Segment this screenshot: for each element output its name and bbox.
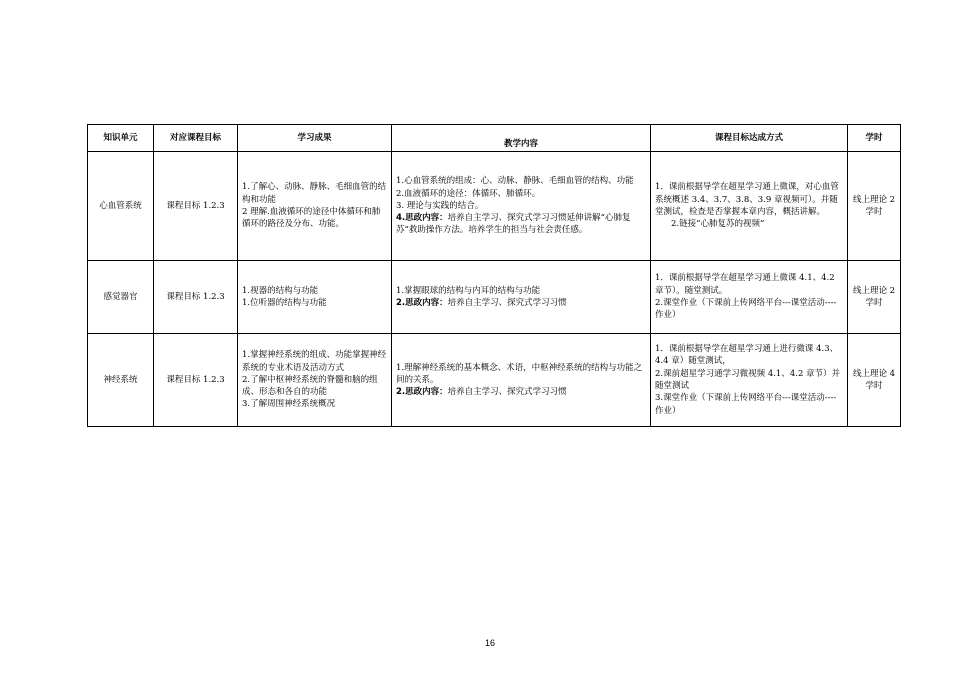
content-line: 3. 理论与实践的结合。 — [396, 200, 484, 211]
cell-content — [392, 334, 651, 427]
content-ideology-line — [396, 212, 646, 237]
ideology-label: 2.思政内容： — [396, 387, 448, 398]
table-row — [88, 152, 901, 261]
outcome-line: 1.了解心、动脉、静脉、毛细血管的结构和功能 — [242, 182, 387, 205]
cell-content — [392, 152, 651, 261]
header-hours: 学时 — [848, 125, 901, 152]
header-outcomes: 学习成果 — [238, 125, 392, 152]
cell-goal: 课程目标 1.2.3 — [154, 152, 238, 261]
header-method: 课程目标达成方式 — [651, 125, 848, 152]
method-line: 2.课前超星学习通学习微视频 4.1、4.2 章节）并随堂测试 — [655, 368, 841, 391]
content-line: 1.掌握眼球的结构与内耳的结构与功能 — [396, 285, 541, 296]
method-line: 2.链接“心肺复苏的视频” — [671, 219, 765, 230]
method-line: 3.课堂作业（下课前上传网络平台---课堂活动----作业） — [655, 393, 837, 416]
ideology-text: 培养自主学习、探究式学习习惯延伸讲解“心肺复苏”救助操作方法。培养学生的担当与社会责任感。 — [396, 213, 631, 236]
outcome-line: 1.位听器的结构与功能 — [242, 298, 327, 308]
outcome-line: 3.了解周围神经系统概况 — [242, 399, 336, 410]
cell-unit: 感觉器官 — [88, 261, 154, 334]
method-line: 1．课前根据导学在超星学习通上微课 4.1、4.2 章节）。随堂测试。 — [655, 273, 835, 296]
outcome-line: 1.视器的结构与功能 — [242, 285, 319, 296]
cell-method — [651, 152, 848, 261]
content-ideology-line — [396, 297, 646, 309]
outcome-line: 2 理解.血液循环的途径中体循环和肺循环的路径及分布、功能。 — [242, 207, 381, 230]
method-line: 1．课前根据导学在超星学习通上微课，对心血管系统概述 3.4、3.7、3.8、3.9 章视频可）。并随堂测试，检查是否掌握本章内容，概括讲解。 — [655, 182, 839, 217]
cell-hours: 线上理论 4 学时 — [848, 334, 901, 427]
content-line: 1.理解神经系统的基本概念、术语，中枢神经系统的结构与功能之间的关系。 — [396, 362, 643, 385]
ideology-text: 培养自主学习、探究式学习习惯 — [447, 298, 567, 308]
ideology-label: 4.思政内容： — [396, 213, 448, 224]
content-line: 1.心血管系统的组成：心、动脉、静脉、毛细血管的结构、功能 — [396, 176, 634, 187]
method-line: 2.课堂作业（下课前上传网络平台---课堂活动----作业） — [655, 298, 837, 321]
cell-hours: 线上理论 2学时 — [848, 261, 901, 334]
table-row — [88, 334, 901, 427]
cell-hours: 线上理论 2 学时 — [848, 152, 901, 261]
page-number: 16 — [484, 638, 495, 648]
content-line: 2.血液循环的途径：体循环、肺循环。 — [396, 188, 541, 199]
cell-method — [651, 261, 848, 334]
cell-goal: 课程目标 1.2.3 — [154, 261, 238, 334]
table-header-row — [88, 125, 901, 152]
header-goal: 对应课程目标 — [154, 125, 238, 152]
cell-outcomes — [238, 334, 392, 427]
header-content: 教学内容 — [392, 125, 651, 152]
cell-content — [392, 261, 651, 334]
syllabus-table — [87, 124, 901, 427]
cell-outcomes — [238, 152, 392, 261]
header-unit: 知识单元 — [88, 125, 154, 152]
content-ideology-line — [396, 386, 646, 398]
cell-method — [651, 334, 848, 427]
cell-outcomes — [238, 261, 392, 334]
cell-unit: 神经系统 — [88, 334, 154, 427]
outcome-line: 1.掌握神经系统的组成、功能掌握神经系统的专业术语及活动方式 — [242, 350, 387, 373]
cell-goal: 课程目标 1.2.3 — [154, 334, 238, 427]
ideology-label: 2.思政内容： — [396, 298, 448, 308]
method-line: 1．课前根据导学在超星学习通上进行微课 4.3、4.4 章）随堂测试， — [655, 344, 839, 367]
cell-unit: 心血管系统 — [88, 152, 154, 261]
table-row — [88, 261, 901, 334]
outcome-line: 2.了解中枢神经系统的脊髓和脑的组成、形态和各自的功能 — [242, 374, 378, 398]
ideology-text: 培养自主学习、探究式学习习惯 — [447, 387, 567, 398]
